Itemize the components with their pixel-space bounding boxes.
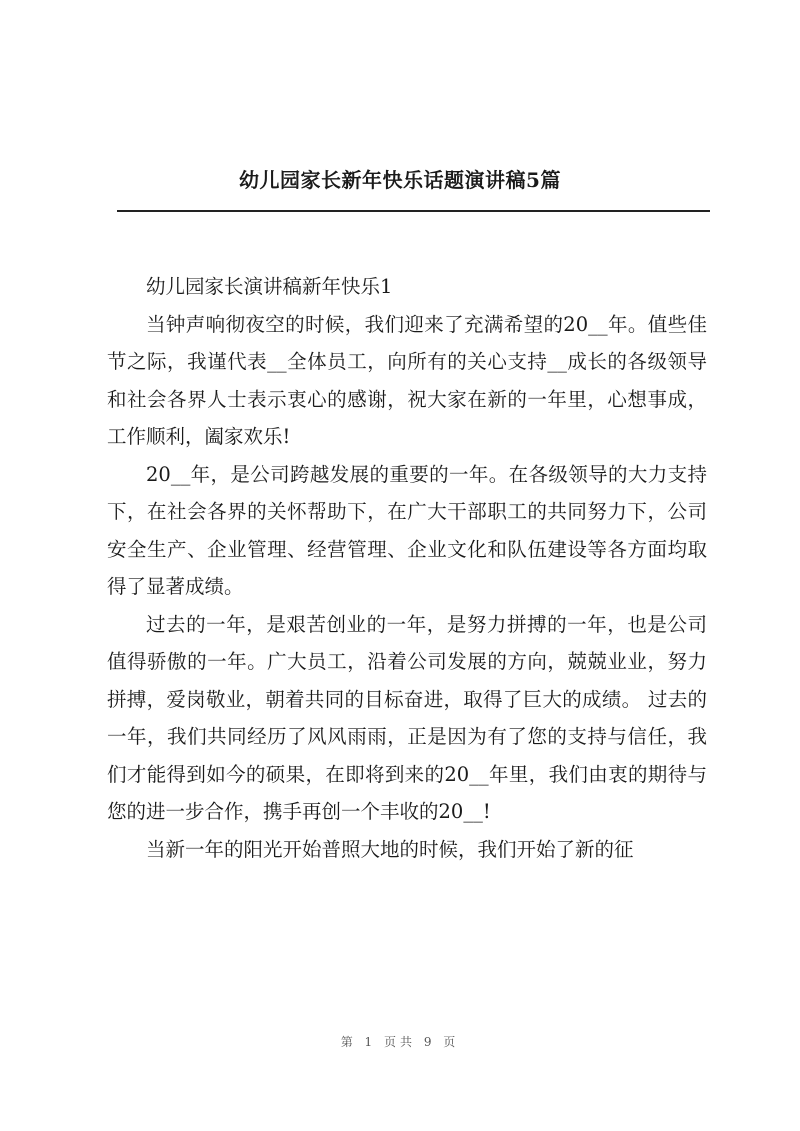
page-number-footer: 第 1 页共 9 页 bbox=[340, 1035, 460, 1049]
paragraph: 当新一年的阳光开始普照大地的时候，我们开始了新的征 bbox=[146, 837, 634, 861]
document-body bbox=[107, 268, 707, 868]
paragraph: 20__年，是公司跨越发展的重要的一年。在各级领导的大力支持下，在社会各界的关怀帮助下，在广大干部职工的共同努力下，公司安全生产、企业管理、经营管理、企业文化和队伍建设等各方面均取得了显著成绩。 bbox=[107, 462, 707, 598]
title-divider bbox=[117, 210, 710, 212]
paragraph: 过去的一年，是艰苦创业的一年，是努力拼搏的一年，也是公司值得骄傲的一年。广大员工，沿着公司发展的方向，兢兢业业，努力拼搏，爱岗敬业，朝着共同的目标奋进，取得了巨大的成绩。 过去的一年，我们共同经历了风风雨雨，正是因为有了您的支持与信任，我们才能得到如今的硕果，在即将到来的20__年里，我们由衷的期待与您的进一步合作，携手再创一个丰收的20__! bbox=[107, 612, 707, 823]
document-title: 幼儿园家长新年快乐话题演讲稿5篇 bbox=[239, 168, 561, 192]
paragraph: 当钟声响彻夜空的时候，我们迎来了充满希望的20__年。值些佳节之际，我谨代表__全体员工，向所有的关心支持__成长的各级领导和社会各界人士表示衷心的感谢，祝大家在新的一年里，心想事成，工作顺利，阖家欢乐! bbox=[107, 312, 707, 448]
section-heading: 幼儿园家长演讲稿新年快乐1 bbox=[146, 275, 393, 298]
